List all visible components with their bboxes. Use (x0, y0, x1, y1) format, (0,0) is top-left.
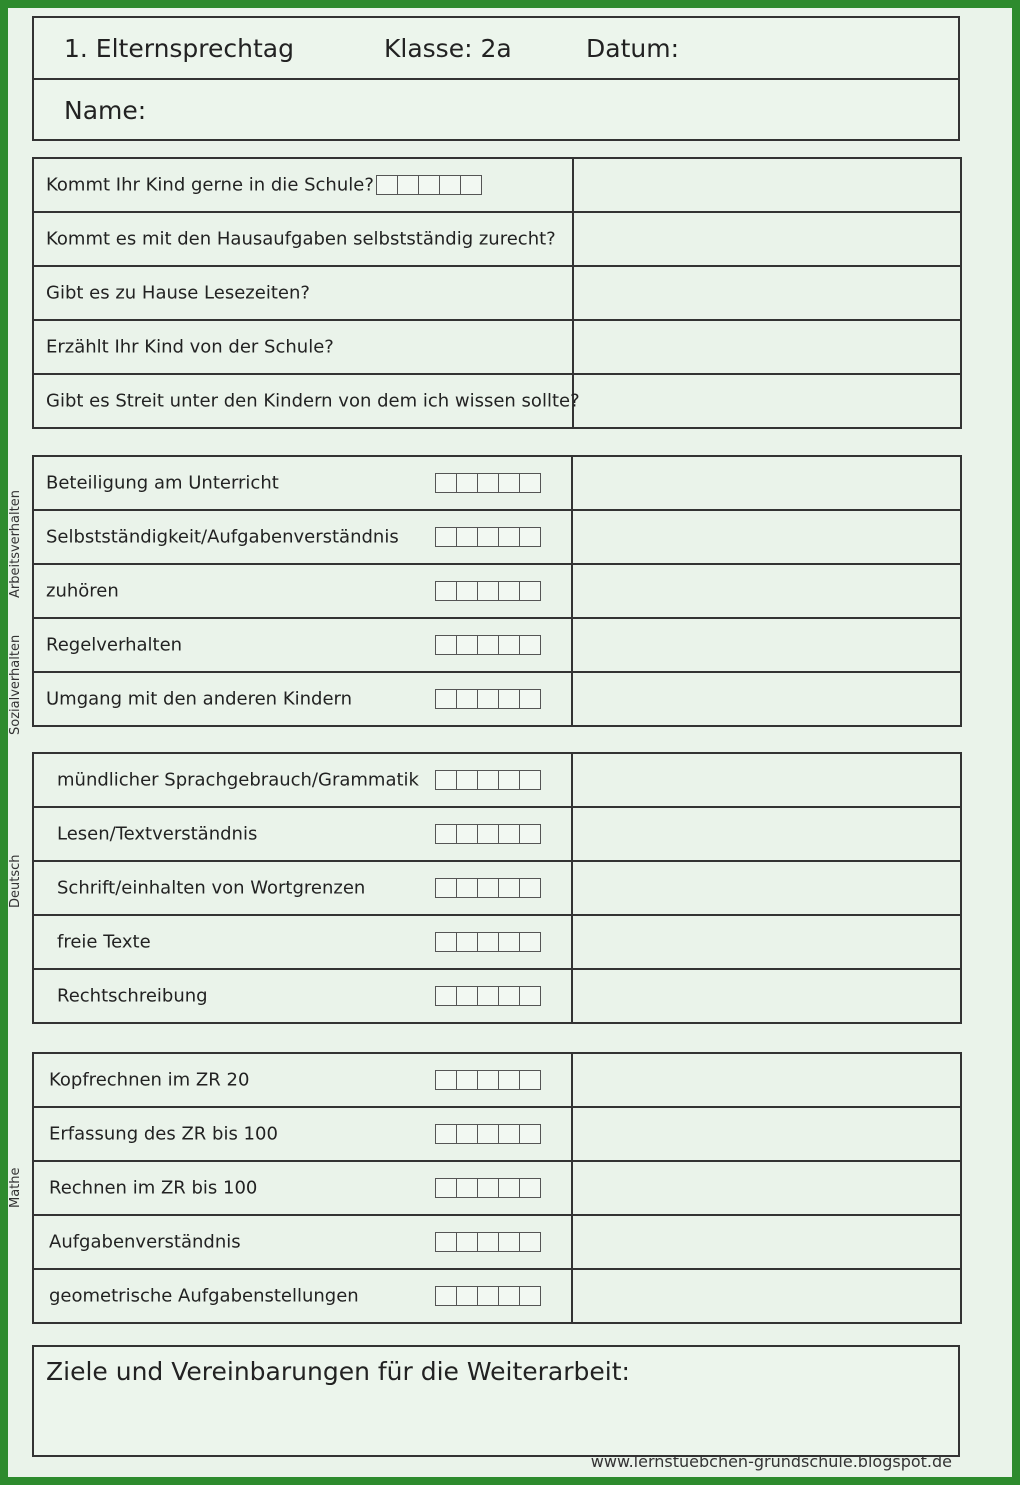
rating-box[interactable] (519, 473, 541, 493)
rating-box[interactable] (435, 527, 457, 547)
item-cell (33, 1215, 572, 1269)
rating-boxes[interactable] (377, 175, 482, 195)
table-row (33, 1161, 961, 1215)
question-label: Kommt es mit den Hausaufgaben selbstständig zurecht? (46, 228, 556, 250)
rating-box[interactable] (519, 1232, 541, 1252)
answer-cell[interactable] (572, 564, 961, 618)
rating-box[interactable] (456, 635, 478, 655)
question-label: Gibt es zu Hause Lesezeiten? (46, 282, 310, 304)
answer-cell[interactable] (572, 807, 961, 861)
rating-box[interactable] (498, 986, 520, 1006)
rating-box[interactable] (435, 473, 457, 493)
rating-box[interactable] (498, 878, 520, 898)
item-label: Rechtschreibung (57, 985, 208, 1007)
rating-box[interactable] (477, 1124, 499, 1144)
rating-box[interactable] (498, 932, 520, 952)
table-row (33, 915, 961, 969)
rating-box[interactable] (498, 527, 520, 547)
rating-box[interactable] (435, 1124, 457, 1144)
item-label: freie Texte (57, 931, 151, 953)
rating-box[interactable] (460, 175, 482, 195)
answer-cell[interactable] (572, 672, 961, 726)
rating-box[interactable] (519, 986, 541, 1006)
rating-box[interactable] (477, 1232, 499, 1252)
item-cell (33, 510, 572, 564)
table-row (33, 510, 961, 564)
item-cell (33, 861, 572, 915)
rating-box[interactable] (397, 175, 419, 195)
rating-box[interactable] (435, 824, 457, 844)
rating-box[interactable] (498, 635, 520, 655)
rating-box[interactable] (456, 770, 478, 790)
item-label: Kopfrechnen im ZR 20 (49, 1069, 250, 1091)
item-cell (33, 1053, 572, 1107)
rating-box[interactable] (498, 689, 520, 709)
rating-box[interactable] (435, 635, 457, 655)
question-cell (33, 212, 573, 266)
german-table (32, 752, 962, 1024)
questions-table (32, 157, 962, 429)
side-label-arbeitsverhalten: Arbeitsverhalten (8, 490, 23, 598)
rating-box[interactable] (435, 932, 457, 952)
rating-box[interactable] (498, 1070, 520, 1090)
date-label: Datum: (586, 34, 679, 63)
behavior-table (32, 455, 962, 727)
table-row (33, 753, 961, 807)
rating-box[interactable] (477, 1286, 499, 1306)
answer-cell[interactable] (572, 861, 961, 915)
rating-boxes[interactable] (436, 1070, 541, 1090)
rating-box[interactable] (435, 689, 457, 709)
item-label: Selbstständigkeit/Aufgabenverständnis (46, 526, 399, 548)
rating-box[interactable] (435, 878, 457, 898)
answer-cell[interactable] (573, 374, 961, 428)
table-row (33, 969, 961, 1023)
rating-box[interactable] (435, 1178, 457, 1198)
rating-box[interactable] (456, 473, 478, 493)
rating-boxes[interactable] (436, 689, 541, 709)
rating-box[interactable] (477, 986, 499, 1006)
rating-box[interactable] (439, 175, 461, 195)
rating-box[interactable] (477, 770, 499, 790)
table-row (33, 807, 961, 861)
rating-box[interactable] (519, 689, 541, 709)
rating-box[interactable] (456, 689, 478, 709)
item-label: Schrift/einhalten von Wortgrenzen (57, 877, 366, 899)
rating-box[interactable] (477, 824, 499, 844)
item-cell (33, 969, 572, 1023)
table-row (33, 564, 961, 618)
rating-box[interactable] (519, 770, 541, 790)
rating-box[interactable] (519, 1124, 541, 1144)
answer-cell[interactable] (572, 1269, 961, 1323)
answer-cell[interactable] (573, 212, 961, 266)
rating-box[interactable] (519, 878, 541, 898)
rating-boxes[interactable] (436, 1124, 541, 1144)
answer-cell[interactable] (573, 158, 961, 212)
table-row (33, 456, 961, 510)
rating-box[interactable] (477, 1178, 499, 1198)
header-top-row (34, 18, 958, 80)
answer-cell[interactable] (572, 753, 961, 807)
rating-boxes[interactable] (436, 1178, 541, 1198)
rating-box[interactable] (477, 689, 499, 709)
item-cell (33, 1107, 572, 1161)
side-label-sozialverhalten: Sozialverhalten (8, 634, 23, 735)
item-label: geometrische Aufgabenstellungen (49, 1285, 359, 1307)
rating-boxes[interactable] (436, 986, 541, 1006)
rating-box[interactable] (498, 581, 520, 601)
item-cell (33, 1161, 572, 1215)
rating-box[interactable] (456, 824, 478, 844)
name-label: Name: (64, 96, 147, 125)
worksheet (8, 8, 1012, 1477)
rating-box[interactable] (456, 878, 478, 898)
rating-box[interactable] (519, 1070, 541, 1090)
item-label: Umgang mit den anderen Kindern (46, 688, 353, 710)
question-cell (33, 158, 573, 212)
rating-box[interactable] (519, 527, 541, 547)
rating-box[interactable] (498, 1286, 520, 1306)
table-row (33, 374, 961, 428)
page-title: 1. Elternsprechtag (64, 34, 294, 63)
rating-boxes[interactable] (436, 1232, 541, 1252)
goals-box[interactable] (32, 1345, 960, 1457)
rating-box[interactable] (418, 175, 440, 195)
item-cell (33, 618, 572, 672)
item-cell (33, 807, 572, 861)
question-label: Kommt Ihr Kind gerne in die Schule? (46, 174, 374, 196)
rating-box[interactable] (477, 581, 499, 601)
rating-box[interactable] (456, 1124, 478, 1144)
answer-cell[interactable] (572, 510, 961, 564)
class-label: Klasse: 2a (384, 34, 512, 63)
footer-url: www.lernstuebchen-grundschule.blogspot.de (590, 1452, 952, 1471)
answer-cell[interactable] (572, 1215, 961, 1269)
item-cell (33, 915, 572, 969)
table-row (33, 266, 961, 320)
item-label: zuhören (46, 580, 119, 602)
rating-boxes[interactable] (436, 824, 541, 844)
item-cell (33, 1269, 572, 1323)
rating-box[interactable] (435, 1232, 457, 1252)
item-label: Rechnen im ZR bis 100 (49, 1177, 258, 1199)
table-row (33, 1053, 961, 1107)
answer-cell[interactable] (572, 969, 961, 1023)
item-cell (33, 564, 572, 618)
question-label: Erzählt Ihr Kind von der Schule? (46, 336, 334, 358)
rating-box[interactable] (435, 986, 457, 1006)
table-row (33, 618, 961, 672)
answer-cell[interactable] (573, 266, 961, 320)
rating-box[interactable] (435, 581, 457, 601)
item-label: Aufgabenverständnis (49, 1231, 241, 1253)
answer-cell[interactable] (572, 1161, 961, 1215)
side-label-deutsch: Deutsch (8, 854, 23, 908)
item-cell (33, 672, 572, 726)
side-label-mathe: Mathe (8, 1167, 23, 1208)
table-row (33, 1215, 961, 1269)
answer-cell[interactable] (572, 618, 961, 672)
answer-cell[interactable] (572, 1107, 961, 1161)
rating-boxes[interactable] (436, 635, 541, 655)
table-row (33, 212, 961, 266)
rating-box[interactable] (498, 1232, 520, 1252)
rating-box[interactable] (519, 635, 541, 655)
table-row (33, 861, 961, 915)
rating-box[interactable] (477, 1070, 499, 1090)
rating-box[interactable] (498, 824, 520, 844)
rating-box[interactable] (456, 986, 478, 1006)
rating-box[interactable] (435, 770, 457, 790)
rating-box[interactable] (477, 635, 499, 655)
rating-box[interactable] (498, 1178, 520, 1198)
answer-cell[interactable] (572, 915, 961, 969)
table-row (33, 158, 961, 212)
goals-label: Ziele und Vereinbarungen für die Weiterarbeit: (46, 1357, 630, 1386)
rating-box[interactable] (498, 770, 520, 790)
rating-box[interactable] (519, 824, 541, 844)
rating-box[interactable] (456, 581, 478, 601)
question-label: Gibt es Streit unter den Kindern von dem ich wissen sollte? (46, 390, 580, 412)
rating-box[interactable] (376, 175, 398, 195)
question-cell (33, 320, 573, 374)
question-cell (33, 266, 573, 320)
answer-cell[interactable] (572, 456, 961, 510)
item-cell (33, 753, 572, 807)
rating-box[interactable] (456, 1070, 478, 1090)
table-row (33, 672, 961, 726)
rating-boxes[interactable] (436, 770, 541, 790)
rating-boxes[interactable] (436, 473, 541, 493)
item-label: Regelverhalten (46, 634, 183, 656)
rating-box[interactable] (477, 527, 499, 547)
rating-box[interactable] (477, 932, 499, 952)
rating-box[interactable] (519, 581, 541, 601)
answer-cell[interactable] (572, 1053, 961, 1107)
rating-box[interactable] (519, 1178, 541, 1198)
rating-boxes[interactable] (436, 1286, 541, 1306)
rating-box[interactable] (456, 527, 478, 547)
rating-boxes[interactable] (436, 527, 541, 547)
rating-box[interactable] (498, 1124, 520, 1144)
answer-cell[interactable] (573, 320, 961, 374)
item-label: Erfassung des ZR bis 100 (49, 1123, 278, 1145)
rating-box[interactable] (456, 932, 478, 952)
rating-boxes[interactable] (436, 581, 541, 601)
rating-box[interactable] (435, 1070, 457, 1090)
item-cell (33, 456, 572, 510)
table-row (33, 320, 961, 374)
item-label: Lesen/Textverständnis (57, 823, 258, 845)
rating-box[interactable] (456, 1232, 478, 1252)
question-cell (33, 374, 580, 428)
rating-box[interactable] (519, 1286, 541, 1306)
math-table (32, 1052, 962, 1324)
rating-box[interactable] (456, 1286, 478, 1306)
rating-box[interactable] (498, 473, 520, 493)
rating-box[interactable] (477, 878, 499, 898)
rating-boxes[interactable] (436, 878, 541, 898)
rating-boxes[interactable] (436, 932, 541, 952)
rating-box[interactable] (477, 473, 499, 493)
table-row (33, 1269, 961, 1323)
header-bottom-row (34, 80, 958, 140)
header-box (32, 16, 960, 141)
rating-box[interactable] (456, 1178, 478, 1198)
rating-box[interactable] (519, 932, 541, 952)
rating-box[interactable] (435, 1286, 457, 1306)
item-label: Beteiligung am Unterricht (46, 472, 279, 494)
item-label: mündlicher Sprachgebrauch/Grammatik (57, 769, 419, 791)
table-row (33, 1107, 961, 1161)
